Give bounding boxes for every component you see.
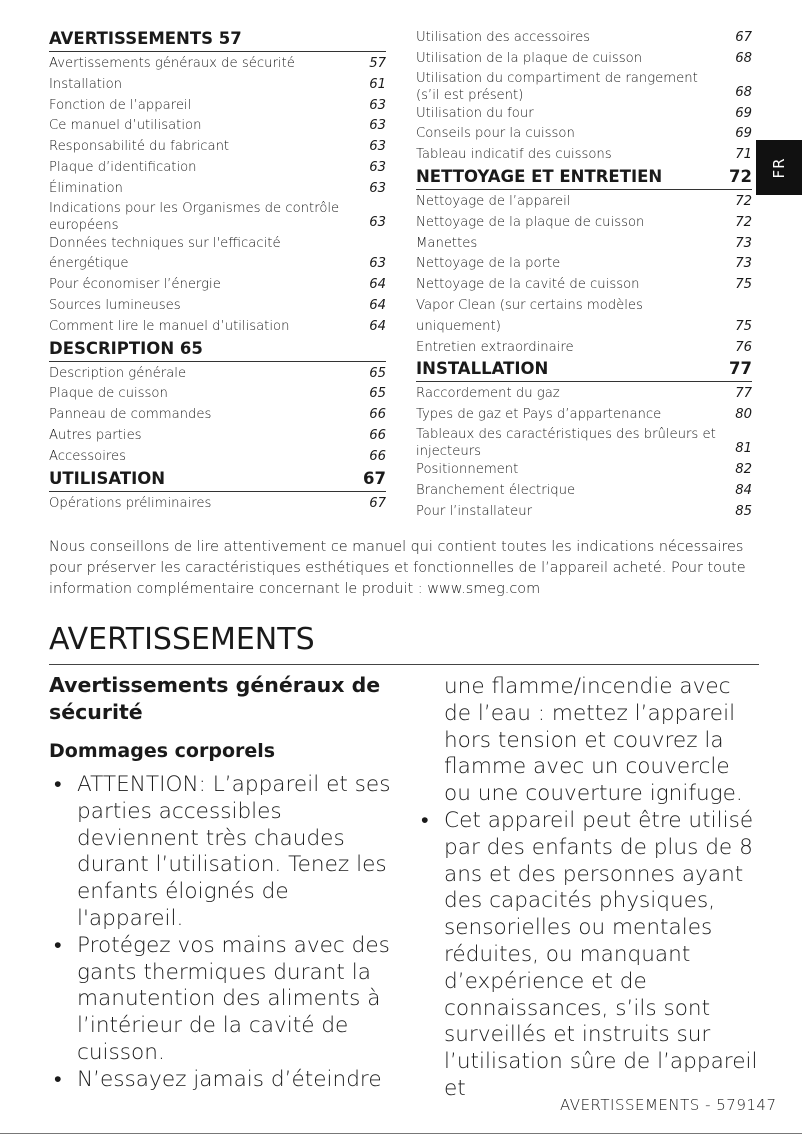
toc-page-number: 63 [369,214,386,230]
toc-entry-title: Opérations préliminaires [49,495,212,511]
toc-page-number: 73 [735,256,752,272]
toc-entry-title: Tableau indicatif des cuissons [416,147,612,163]
subsection-heading: Dommages corporels [49,740,276,762]
toc-entry [416,234,752,255]
toc-page-number: 76 [735,339,752,355]
toc-entry-title: Plaque de cuisson [49,386,168,402]
toc-entry [416,49,752,70]
toc-entry [416,296,752,338]
toc-entry-title: Utilisation du compartiment de rangement (s’il est présent) [416,70,698,103]
toc-section-heading [49,338,386,362]
toc-entry-title: Nettoyage de la porte [416,256,561,272]
toc-entry-title: Élimination [49,180,123,196]
list-item: • Protégez vos mains avec des gants thermiques durant la manutention des aliments à l’intérieur de la cavité de cuisson. [49,933,394,1067]
intro-paragraph: Nous conseillons de lire attentivement ce manuel qui contient toutes les indications nécessaires pour préserver les caractéristiques esthétiques et fonctionnelles de l’appareil acheté. Pour toute information complémentaire concernant le produit : www.smeg.com [49,539,746,597]
toc-entry [416,70,752,104]
toc-page-number: 71 [735,147,752,163]
toc-entry-title: Données techniques sur l'efficacité énergétique [49,235,281,272]
page-title: AVERTISSEMENTS [49,618,759,665]
toc-page-number: 63 [369,256,386,272]
toc-entry [416,405,752,426]
toc-page-number: 65 [369,386,386,402]
toc-entry [49,96,386,117]
toc-entry-title: Pour économiser l’énergie [49,277,221,293]
toc-entry-title: Utilisation du four [416,105,534,121]
toc-entry [49,296,386,317]
toc-page-number: 75 [735,318,752,334]
toc-entry [416,192,752,213]
toc-entry [49,317,386,338]
list-item: • Cet appareil peut être utilisé par des enfants de plus de 8 ans et des personnes ayant des capacités physiques, sensorielles ou mentales réduites, ou manquant d’expérience et de connaissances, s’ils sont surveillés et instruits sur l’utilisation sûre de l’appareil et [416,808,761,1103]
toc-left-column [49,28,386,514]
toc-section-title: INSTALLATION [416,359,549,379]
toc-section-heading [416,358,752,382]
body-left-column [49,672,394,1094]
toc-entry [416,502,752,523]
toc-entry-title: Panneau de commandes [49,407,212,423]
toc-page-number: 61 [369,76,386,92]
toc-page-number: 68 [735,50,752,66]
toc-entry [49,75,386,96]
toc-entry-title: Vapor Clean (sur certains modèles uniquement) [416,297,643,334]
toc-page-number: 64 [369,277,386,293]
toc-page-number: 64 [369,318,386,334]
toc-page-number: 73 [735,235,752,251]
toc-right-column [416,28,752,522]
toc-entry-title: Utilisation des accessoires [416,30,591,45]
toc-entry-title: Nettoyage de la cavité de cuisson [416,277,640,293]
toc-entry-title: Tableaux des caractéristiques des brûleurs et injecteurs [416,426,716,459]
toc-entry-title: Entretien extraordinaire [416,339,574,355]
toc-page-number: 63 [369,97,386,113]
toc-entry [49,494,386,515]
toc-entry-title: Comment lire le manuel d’utilisation [49,318,290,334]
toc-entry [416,481,752,502]
toc-page-number: 81 [735,441,752,457]
toc-page-number: 63 [369,118,386,134]
toc-page-number: 57 [369,56,386,71]
toc-page-number: 77 [735,386,752,402]
toc-entry-title: Accessoires [49,448,126,464]
toc-entry [416,28,752,49]
toc-entry [416,426,752,460]
toc-entry [416,254,752,275]
toc-entry [416,213,752,234]
footer-rule [0,1133,802,1134]
toc-page-number: 72 [735,214,752,230]
toc-page-number: 66 [369,407,386,423]
toc-entry [416,338,752,359]
warning-list-left [49,772,394,1094]
toc-entry-title: Sources lumineuses [49,297,181,313]
list-item: • N’essayez jamais d’éteindre [49,1067,394,1094]
body-right-column [416,674,761,1103]
toc-entry [49,179,386,200]
toc-page-number: 69 [735,105,752,121]
toc-entry-title: Conseils pour la cuisson [416,126,575,142]
toc-entry-title: Branchement électrique [416,482,576,498]
toc-page-number: 67 [363,468,386,488]
toc-section-heading [416,166,752,190]
toc-page-number: 66 [369,448,386,464]
toc-entry [416,124,752,145]
toc-entry [49,364,386,385]
toc-entry-title: Ce manuel d’utilisation [49,118,202,134]
toc-entry [416,460,752,481]
toc-page-number: 67 [369,495,386,511]
language-tab-label: FR [770,156,788,179]
toc-entry-title: Manettes [416,235,478,251]
toc-page-number: 84 [735,482,752,498]
toc-entry [49,234,386,276]
toc-page-number: 63 [369,180,386,196]
continued-text: une flamme/incendie avec de l’eau : mettez l’appareil hors tension et couvrez la flamme avec un couvercle ou une couverture ignifuge. [444,674,743,807]
toc-page-number: 82 [735,461,752,477]
toc-entry-title: Fonction de l’appareil [49,97,192,113]
toc-page-number: 65 [369,365,386,381]
toc-page-number: 85 [735,503,752,519]
toc-page-number: 67 [735,30,752,45]
toc-entry-title: Autres parties [49,427,142,443]
toc-page-number: 80 [735,407,752,423]
toc-section-heading [49,468,386,492]
toc-section-title: AVERTISSEMENTS 57 [49,29,242,48]
toc-entry-title: Description générale [49,365,187,381]
toc-entry-title: Raccordement du gaz [416,386,560,402]
toc-section-title: UTILISATION [49,468,166,488]
toc-page-number: 66 [369,427,386,443]
toc-entry [49,275,386,296]
toc-section-title: NETTOYAGE ET ENTRETIEN [416,166,663,186]
toc-page-number: 64 [369,297,386,313]
toc-entry [49,384,386,405]
toc-entry [49,158,386,179]
page-footer: AVERTISSEMENTS - 579147 [560,1096,777,1114]
warning-list-right [416,808,761,1103]
toc-entry-title: Responsabilité du fabricant [49,139,230,155]
toc-entry [49,137,386,158]
toc-entry-title: Plaque d’identification [49,159,197,175]
toc-entry [416,275,752,296]
toc-entry-title: Types de gaz et Pays d’appartenance [416,407,662,423]
toc-page-number: 63 [369,159,386,175]
toc-entry [416,145,752,166]
toc-page-number: 69 [735,126,752,142]
toc-entry-title: Utilisation de la plaque de cuisson [416,50,643,66]
toc-section-title: DESCRIPTION 65 [49,338,203,358]
toc-entry-title: Nettoyage de l’appareil [416,193,571,209]
toc-entry [49,200,386,234]
toc-page-number: 68 [735,84,752,100]
list-item: • ATTENTION: L’appareil et ses parties accessibles deviennent très chaudes durant l’utilisation. Tenez les enfants éloignés de l'appareil. [49,772,394,933]
toc-entry [49,116,386,137]
toc-entry-title: Installation [49,76,123,92]
toc-entry-title: Indications pour les Organismes de contrôle européens [49,200,340,233]
toc-page-number: 63 [369,139,386,155]
language-tab [756,140,802,195]
toc-page-number: 75 [735,277,752,293]
toc-entry [49,405,386,426]
toc-entry-title: Nettoyage de la plaque de cuisson [416,214,645,230]
toc-page-number: 72 [729,166,752,186]
toc-page-number: 72 [735,193,752,209]
toc-entry [49,54,386,75]
section-heading: Avertissements généraux de sécurité [49,673,381,724]
toc-entry-title: Positionnement [416,461,519,477]
toc-section-heading [49,28,386,52]
toc-entry [49,426,386,447]
toc-page-number: 77 [729,359,752,379]
toc-entry-title: Avertissements généraux de sécurité [49,56,295,71]
toc-entry [49,447,386,468]
toc-entry [416,384,752,405]
toc-entry [416,104,752,125]
toc-entry-title: Pour l’installateur [416,503,532,519]
